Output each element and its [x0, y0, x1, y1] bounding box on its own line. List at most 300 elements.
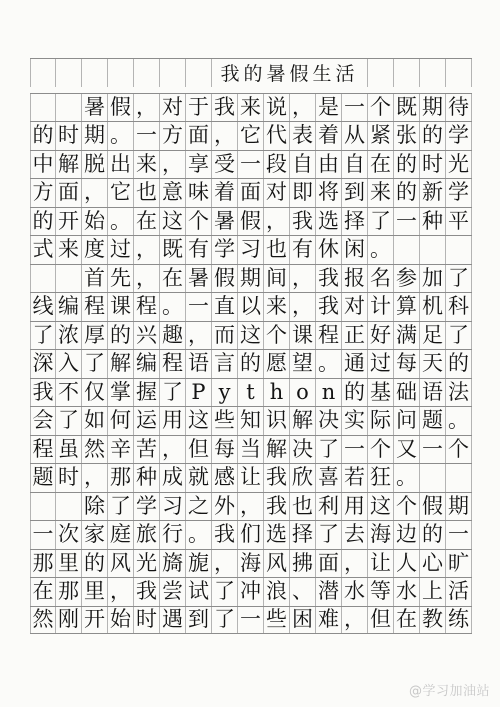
grid-cell: 脱	[82, 151, 108, 179]
grid-cell	[446, 236, 472, 264]
grid-cell: 法	[446, 379, 472, 407]
grid-cell: 会	[30, 407, 56, 435]
grid-cell: 基	[368, 379, 394, 407]
grid-cell: 、	[290, 578, 316, 606]
grid-cell: 浓	[56, 322, 82, 350]
grid-cell: ，	[238, 493, 264, 521]
grid-cell: 既	[394, 94, 420, 122]
grid-cell: 难	[316, 607, 342, 634]
grid-cell: 些	[212, 407, 238, 435]
grid-cell: 计	[368, 293, 394, 321]
grid-cell: 去	[342, 521, 368, 549]
grid-cell: 了	[316, 436, 342, 464]
grid-cell: 当	[238, 436, 264, 464]
grid-cell: 方	[160, 122, 186, 150]
grid-cell: 兴	[134, 322, 160, 350]
grid-cell: 在	[160, 265, 186, 293]
grid-cell: 了	[368, 208, 394, 236]
grid-cell: 自	[290, 151, 316, 179]
grid-cell: 种	[134, 464, 160, 492]
grid-cell: 时	[134, 607, 160, 634]
grid-cell: 假	[238, 208, 264, 236]
grid-cell: 新	[420, 179, 446, 207]
grid-cell: 运	[134, 407, 160, 435]
grid-cell: ，	[160, 151, 186, 179]
grid-cell: 不	[56, 379, 82, 407]
grid-cell: 过	[368, 350, 394, 378]
grid-cell: 。	[446, 407, 472, 435]
grid-cell: 报	[342, 265, 368, 293]
grid-cell: 练	[446, 607, 472, 634]
grid-cell: 来	[238, 94, 264, 122]
grid-cell: 的	[342, 379, 368, 407]
grid-cell: 假	[108, 94, 134, 122]
grid-cell: 水	[394, 578, 420, 606]
essay-line-grid	[30, 606, 472, 635]
grid-cell: 一	[446, 521, 472, 549]
grid-cell: 尝	[160, 578, 186, 606]
grid-cell: 这	[368, 493, 394, 521]
grid-cell: ，	[186, 322, 212, 350]
grid-cell: 一	[394, 208, 420, 236]
grid-cell: 风	[108, 550, 134, 578]
grid-cell: 辛	[108, 436, 134, 464]
grid-cell: 享	[186, 151, 212, 179]
grid-cell: ，	[342, 607, 368, 634]
grid-cell: 课	[108, 293, 134, 321]
grid-cell: 若	[342, 464, 368, 492]
grid-cell: 天	[420, 350, 446, 378]
grid-cell: 庭	[108, 521, 134, 549]
grid-cell: 心	[420, 550, 446, 578]
grid-cell: 而	[212, 322, 238, 350]
grid-cell: 足	[420, 322, 446, 350]
grid-cell: 等	[368, 578, 394, 606]
grid-cell	[56, 493, 82, 521]
grid-cell: 在	[394, 607, 420, 634]
grid-cell: 个	[394, 493, 420, 521]
grid-cell: 知	[238, 407, 264, 435]
grid-cell: 我	[264, 464, 290, 492]
essay-line-grid	[30, 264, 472, 293]
grid-cell: 光	[446, 151, 472, 179]
grid-cell: 但	[186, 436, 212, 464]
grid-cell: 的	[420, 521, 446, 549]
grid-cell: 段	[264, 151, 290, 179]
grid-cell: 外	[212, 493, 238, 521]
grid-cell: 时	[56, 464, 82, 492]
grid-cell	[446, 464, 472, 492]
grid-cell: 科	[446, 293, 472, 321]
grid-cell: 休	[316, 236, 342, 264]
grid-cell: 这	[160, 208, 186, 236]
grid-cell: 也	[134, 179, 160, 207]
grid-cell	[56, 94, 82, 122]
essay-line-grid	[30, 292, 472, 321]
grid-cell: 名	[368, 265, 394, 293]
grid-cell: 学	[446, 179, 472, 207]
grid-cell: 程	[134, 293, 160, 321]
grid-cell: 编	[134, 350, 160, 378]
essay-body	[30, 93, 472, 635]
grid-cell: 一	[134, 122, 160, 150]
grid-cell: 。	[108, 122, 134, 150]
grid-cell: 了	[212, 607, 238, 634]
grid-cell: 面	[186, 122, 212, 150]
grid-cell: 这	[238, 322, 264, 350]
grid-cell: y	[212, 379, 238, 407]
grid-cell: 那	[108, 464, 134, 492]
grid-cell: 择	[342, 208, 368, 236]
grid-cell: 一	[238, 151, 264, 179]
grid-cell: 次	[56, 521, 82, 549]
grid-cell: 。	[186, 521, 212, 549]
essay-grid-paper	[30, 58, 472, 634]
grid-cell: 里	[82, 578, 108, 606]
grid-cell: ，	[290, 94, 316, 122]
grid-cell: 参	[394, 265, 420, 293]
grid-cell: 选	[264, 521, 290, 549]
grid-cell: 于	[186, 94, 212, 122]
grid-cell: 始	[82, 208, 108, 236]
grid-cell: 个	[446, 436, 472, 464]
grid-cell: 将	[316, 179, 342, 207]
grid-cell: 活	[446, 578, 472, 606]
grid-cell: 。	[108, 208, 134, 236]
grid-cell: 既	[160, 236, 186, 264]
grid-cell: 一	[186, 293, 212, 321]
grid-cell: 面	[316, 550, 342, 578]
grid-cell: 算	[394, 293, 420, 321]
grid-cell: 期	[446, 493, 472, 521]
grid-cell: 在	[30, 578, 56, 606]
grid-cell: 好	[368, 322, 394, 350]
essay-line-grid	[30, 321, 472, 350]
grid-cell: 来	[368, 179, 394, 207]
grid-cell: 喜	[316, 464, 342, 492]
grid-cell: ，	[82, 464, 108, 492]
grid-cell	[420, 464, 446, 492]
grid-cell: 苦	[134, 436, 160, 464]
grid-cell: 那	[30, 550, 56, 578]
grid-cell: 从	[342, 122, 368, 150]
grid-cell: 每	[394, 350, 420, 378]
grid-cell: 了	[446, 322, 472, 350]
grid-cell: 方	[30, 179, 56, 207]
grid-cell: 有	[186, 236, 212, 264]
grid-cell: 满	[394, 322, 420, 350]
essay-line-grid	[30, 207, 472, 236]
grid-cell: 就	[186, 464, 212, 492]
grid-cell: 中	[30, 151, 56, 179]
grid-cell: 的	[108, 322, 134, 350]
grid-cell: 着	[316, 122, 342, 150]
essay-line-grid	[30, 178, 472, 207]
grid-cell: 个	[186, 208, 212, 236]
grid-cell: 时	[56, 122, 82, 150]
grid-cell: 拂	[290, 550, 316, 578]
grid-cell: 试	[186, 578, 212, 606]
grid-cell: 时	[420, 151, 446, 179]
grid-cell: 面	[238, 179, 264, 207]
grid-cell: 是	[316, 94, 342, 122]
grid-cell: 的	[394, 179, 420, 207]
grid-cell: 假	[420, 493, 446, 521]
grid-cell: 一	[342, 436, 368, 464]
essay-title-row	[30, 58, 472, 87]
grid-cell: ，	[212, 122, 238, 150]
grid-cell: o	[290, 379, 316, 407]
grid-cell: 式	[30, 236, 56, 264]
grid-cell: ，	[290, 293, 316, 321]
grid-cell: 面	[56, 179, 82, 207]
grid-cell: 程	[316, 322, 342, 350]
essay-line-grid	[30, 549, 472, 578]
grid-cell: 了	[30, 322, 56, 350]
essay-line-grid	[30, 492, 472, 521]
grid-cell: 的	[420, 122, 446, 150]
grid-cell: 语	[420, 379, 446, 407]
grid-cell: h	[264, 379, 290, 407]
grid-cell: 学	[134, 493, 160, 521]
grid-cell: 程	[160, 350, 186, 378]
grid-cell: 旷	[446, 550, 472, 578]
grid-cell: 暑	[186, 265, 212, 293]
grid-cell: 通	[342, 350, 368, 378]
essay-line-grid	[30, 121, 472, 150]
grid-cell: 编	[56, 293, 82, 321]
grid-cell: 直	[212, 293, 238, 321]
grid-cell: 对	[342, 293, 368, 321]
grid-cell: 入	[56, 350, 82, 378]
grid-cell: 题	[30, 464, 56, 492]
grid-cell: 。	[160, 293, 186, 321]
grid-cell: 础	[394, 379, 420, 407]
grid-cell: 的	[82, 550, 108, 578]
grid-cell: 间	[264, 265, 290, 293]
grid-cell: ，	[108, 578, 134, 606]
grid-cell: 度	[82, 236, 108, 264]
grid-cell: 决	[316, 407, 342, 435]
grid-cell: 加	[420, 265, 446, 293]
grid-cell: 决	[290, 436, 316, 464]
grid-cell: 遇	[160, 607, 186, 634]
grid-cell: 说	[264, 94, 290, 122]
grid-cell: 择	[290, 521, 316, 549]
grid-cell: 一	[238, 607, 264, 634]
grid-cell: 。	[394, 464, 420, 492]
grid-cell: 光	[134, 550, 160, 578]
grid-cell: 自	[342, 151, 368, 179]
grid-cell: 何	[108, 407, 134, 435]
grid-cell: 假	[212, 265, 238, 293]
grid-cell: 的	[446, 350, 472, 378]
grid-cell: 个	[264, 322, 290, 350]
grid-cell: 张	[394, 122, 420, 150]
grid-cell: 着	[212, 179, 238, 207]
grid-cell: 也	[290, 493, 316, 521]
essay-line-grid	[30, 435, 472, 464]
grid-cell: 机	[420, 293, 446, 321]
grid-cell: 上	[420, 578, 446, 606]
watermark: @学习加油站	[408, 684, 490, 699]
grid-cell: 识	[264, 407, 290, 435]
grid-cell: 紧	[368, 122, 394, 150]
grid-cell: 到	[342, 179, 368, 207]
grid-cell	[30, 265, 56, 293]
grid-cell: 了	[56, 407, 82, 435]
grid-cell: ，	[134, 265, 160, 293]
grid-cell: 。	[368, 236, 394, 264]
grid-cell: 线	[30, 293, 56, 321]
grid-cell: 握	[134, 379, 160, 407]
grid-cell: 在	[134, 208, 160, 236]
grid-cell: 在	[368, 151, 394, 179]
grid-cell: 意	[160, 179, 186, 207]
grid-cell: 学	[212, 236, 238, 264]
grid-cell: 代	[264, 122, 290, 150]
grid-cell: ，	[134, 94, 160, 122]
grid-cell	[56, 265, 82, 293]
grid-cell: 我	[316, 293, 342, 321]
grid-cell: ，	[134, 236, 160, 264]
grid-cell: 如	[82, 407, 108, 435]
grid-cell: 冲	[238, 578, 264, 606]
grid-cell: 对	[160, 94, 186, 122]
grid-cell: 厚	[82, 322, 108, 350]
grid-cell: 我	[264, 493, 290, 521]
grid-cell: 欣	[290, 464, 316, 492]
grid-cell: 了	[446, 265, 472, 293]
grid-cell: 实	[342, 407, 368, 435]
grid-cell: t	[238, 379, 264, 407]
grid-cell: 来	[134, 151, 160, 179]
grid-cell: 狂	[368, 464, 394, 492]
grid-cell: 我	[30, 379, 56, 407]
grid-cell: 过	[108, 236, 134, 264]
grid-cell: 掌	[108, 379, 134, 407]
grid-cell: 习	[160, 493, 186, 521]
grid-cell	[394, 236, 420, 264]
grid-cell: 利	[316, 493, 342, 521]
grid-cell: 边	[394, 521, 420, 549]
grid-cell: 我	[212, 521, 238, 549]
grid-cell: 我	[212, 94, 238, 122]
grid-cell: 解	[290, 407, 316, 435]
grid-cell: 它	[238, 122, 264, 150]
grid-cell: 味	[186, 179, 212, 207]
grid-cell: 待	[446, 94, 472, 122]
grid-cell: 感	[212, 464, 238, 492]
grid-cell: 的	[394, 151, 420, 179]
grid-cell: 了	[212, 578, 238, 606]
grid-cell: 每	[212, 436, 238, 464]
grid-cell: 我	[134, 578, 160, 606]
grid-cell: 程	[82, 293, 108, 321]
grid-cell: 但	[368, 607, 394, 634]
grid-cell: 语	[186, 350, 212, 378]
grid-cell: 旎	[186, 550, 212, 578]
grid-cell	[30, 94, 56, 122]
grid-cell: 来	[56, 236, 82, 264]
grid-cell: 又	[394, 436, 420, 464]
grid-cell: 让	[238, 464, 264, 492]
grid-cell: 解	[56, 151, 82, 179]
grid-cell: 出	[108, 151, 134, 179]
grid-cell: n	[316, 379, 342, 407]
essay-line-grid	[30, 150, 472, 179]
grid-cell: 先	[108, 265, 134, 293]
grid-cell: 也	[264, 236, 290, 264]
grid-cell: 程	[30, 436, 56, 464]
grid-cell: 表	[290, 122, 316, 150]
grid-cell: 海	[368, 521, 394, 549]
grid-cell: 们	[238, 521, 264, 549]
grid-cell: ，	[290, 265, 316, 293]
essay-line-grid	[30, 378, 472, 407]
grid-cell: 暑	[82, 94, 108, 122]
grid-cell: 潜	[316, 578, 342, 606]
grid-cell: 望	[290, 350, 316, 378]
grid-cell: 里	[56, 550, 82, 578]
grid-cell: 了	[82, 350, 108, 378]
grid-cell: 了	[316, 521, 342, 549]
grid-cell: 愿	[264, 350, 290, 378]
grid-cell: 用	[342, 493, 368, 521]
grid-cell: 那	[56, 578, 82, 606]
grid-cell: 然	[82, 436, 108, 464]
grid-cell: 到	[186, 607, 212, 634]
grid-cell: 有	[290, 236, 316, 264]
grid-cell: 我	[290, 208, 316, 236]
grid-cell: 刚	[56, 607, 82, 634]
essay-title: 我的暑假生活	[212, 59, 368, 87]
grid-cell: 个	[368, 94, 394, 122]
grid-cell: 成	[160, 464, 186, 492]
grid-cell: 了	[108, 493, 134, 521]
grid-cell	[420, 236, 446, 264]
grid-cell: 平	[446, 208, 472, 236]
grid-cell: 课	[290, 322, 316, 350]
grid-cell: ，	[160, 436, 186, 464]
essay-line-grid	[30, 406, 472, 435]
grid-cell: 我	[316, 265, 342, 293]
grid-cell: 受	[212, 151, 238, 179]
grid-cell: 的	[30, 122, 56, 150]
grid-cell: 言	[212, 350, 238, 378]
grid-cell: 让	[368, 550, 394, 578]
grid-cell: 的	[30, 208, 56, 236]
grid-cell: ，	[342, 550, 368, 578]
grid-cell: 开	[56, 208, 82, 236]
grid-cell: 闲	[342, 236, 368, 264]
grid-cell: 对	[264, 179, 290, 207]
grid-cell: 困	[290, 607, 316, 634]
grid-cell: 了	[160, 379, 186, 407]
essay-line-grid	[30, 463, 472, 492]
grid-cell: 来	[264, 293, 290, 321]
grid-cell: 由	[316, 151, 342, 179]
grid-cell: 始	[108, 607, 134, 634]
grid-cell: 解	[264, 436, 290, 464]
grid-cell: 这	[186, 407, 212, 435]
essay-line-grid	[30, 349, 472, 378]
grid-cell: 用	[160, 407, 186, 435]
grid-cell: 水	[342, 578, 368, 606]
grid-cell: ，	[264, 208, 290, 236]
grid-cell: 期	[238, 265, 264, 293]
grid-cell: 仅	[82, 379, 108, 407]
